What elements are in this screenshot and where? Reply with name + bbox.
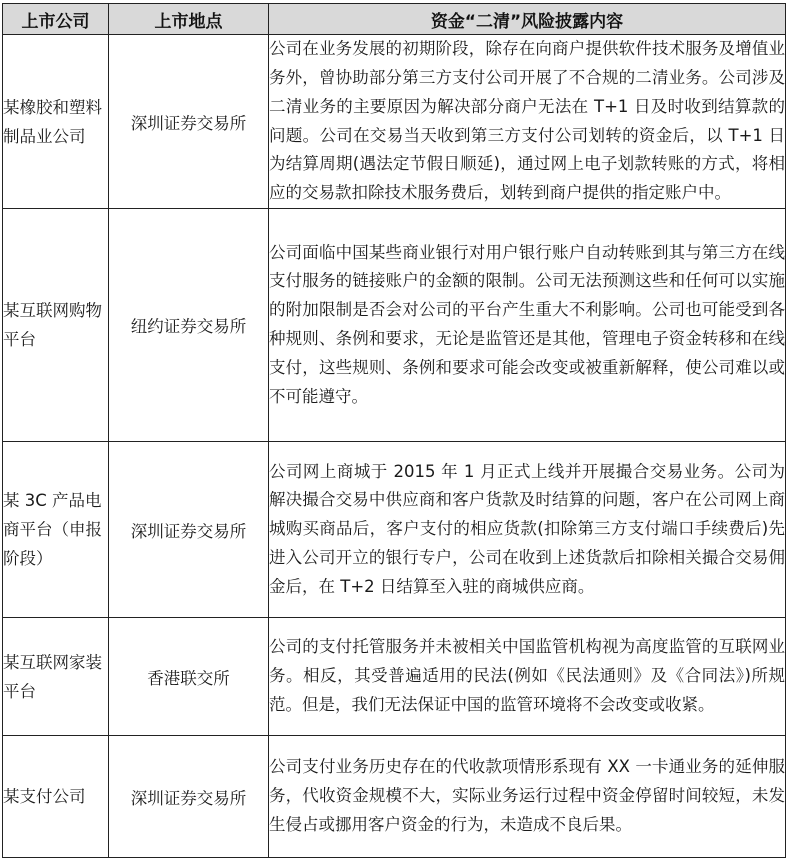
company-cell: 某互联网购物平台 — [3, 209, 109, 442]
table-row — [3, 736, 786, 858]
table-row — [3, 442, 786, 618]
risk-disclosure-table — [2, 3, 786, 858]
disclosure-cell: 公司面临中国某些商业银行对用户银行账户自动转账到其与第三方在线支付服务的链接账户的金额的限制。公司无法预测这些和任何可以实施的附加限制是否会对公司的平台产生重大不利影响。公司也可能受到各种规则、条例和要求，无论是监管还是其他，管理电子资金转移和在线支付，这些规则、条例和要求可能会改变或被重新解释，使公司难以或不可能遵守。 — [269, 209, 786, 442]
table-row — [3, 618, 786, 736]
company-cell: 某橡胶和塑料制品业公司 — [3, 35, 109, 209]
table-row — [3, 35, 786, 209]
venue-cell: 深圳证券交易所 — [109, 35, 269, 209]
table-header-row — [3, 4, 786, 35]
venue-cell: 香港联交所 — [109, 618, 269, 736]
disclosure-cell: 公司网上商城于 2015 年 1 月正式上线并开展撮合交易业务。公司为解决撮合交易中供应商和客户货款及时结算的问题，客户在公司网上商城购买商品后，客户支付的相应货款(扣除第三方支付端口手续费后)先进入公司开立的银行专户，公司在收到上述货款后扣除相关撮合交易佣金后，在 T+2 日结算至入驻的商城供应商。 — [269, 442, 786, 618]
venue-cell: 纽约证券交易所 — [109, 209, 269, 442]
table-row — [3, 209, 786, 442]
company-cell: 某 3C 产品电商平台（申报阶段） — [3, 442, 109, 618]
header-listed-company: 上市公司 — [3, 4, 109, 35]
company-cell: 某支付公司 — [3, 736, 109, 858]
company-cell: 某互联网家装平台 — [3, 618, 109, 736]
disclosure-cell: 公司在业务发展的初期阶段，除存在向商户提供软件技术服务及增值业务外，曾协助部分第三方支付公司开展了不合规的二清业务。公司涉及二清业务的主要原因为解决部分商户无法在 T+1 日及时收到结算款的问题。公司在交易当天收到第三方支付公司划转的资金后，以 T+1 日为结算周期(遇法定节假日顺延)，通过网上电子划款转账的方式，将相应的交易款扣除技术服务费后，划转到商户提供的指定账户中。 — [269, 35, 786, 209]
header-listing-venue: 上市地点 — [109, 4, 269, 35]
disclosure-cell: 公司支付业务历史存在的代收款项情形系现有 XX 一卡通业务的延伸服务，代收资金规模不大，实际业务运行过程中资金停留时间较短，未发生侵占或挪用客户资金的行为，未造成不良后果。 — [269, 736, 786, 858]
header-risk-disclosure: 资金“二清”风险披露内容 — [269, 4, 786, 35]
venue-cell: 深圳证券交易所 — [109, 736, 269, 858]
disclosure-cell: 公司的支付托管服务并未被相关中国监管机构视为高度监管的互联网业务。相反，其受普遍适用的民法(例如《民法通则》及《合同法》)所规范。但是，我们无法保证中国的监管环境将不会改变或收紧。 — [269, 618, 786, 736]
venue-cell: 深圳证券交易所 — [109, 442, 269, 618]
